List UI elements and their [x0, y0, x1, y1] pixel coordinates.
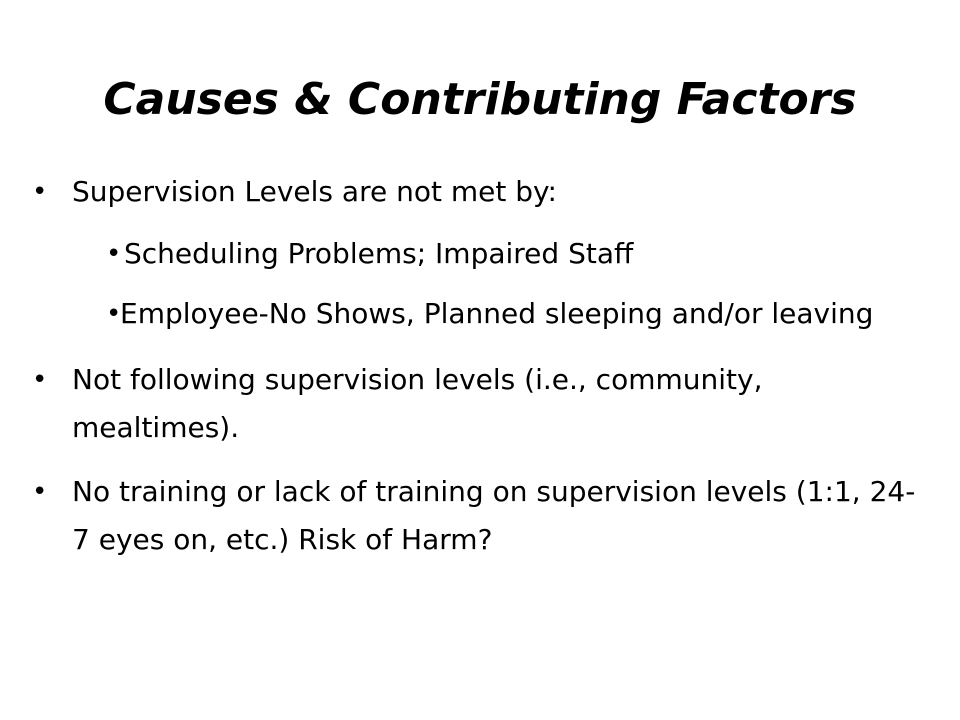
list-item-text: Not following supervision levels (i.e., community, mealtimes). [72, 363, 763, 444]
slide-title: Causes & Contributing Factors [103, 74, 857, 125]
bullet-icon: • [106, 239, 122, 269]
list-item-text: No training or lack of training on supervision levels (1:1, 24-7 eyes on, etc.) Risk of Harm? [72, 475, 916, 556]
bullet-icon: • [32, 477, 48, 507]
list-item-text: Scheduling Problems; Impaired Staff [124, 237, 634, 270]
bullet-icon: • [32, 365, 48, 395]
bullet-icon: • [106, 299, 122, 329]
list-item [30, 290, 930, 338]
list-item-text: Employee-No Shows, Planned sleeping and/or leaving [120, 297, 874, 330]
bullet-icon: • [32, 177, 48, 207]
list-item [30, 468, 930, 564]
list-item [30, 230, 930, 278]
list-item [30, 356, 930, 452]
bullet-list [30, 168, 930, 564]
list-item [30, 168, 930, 216]
list-item-text: Supervision Levels are not met by: [72, 175, 557, 208]
